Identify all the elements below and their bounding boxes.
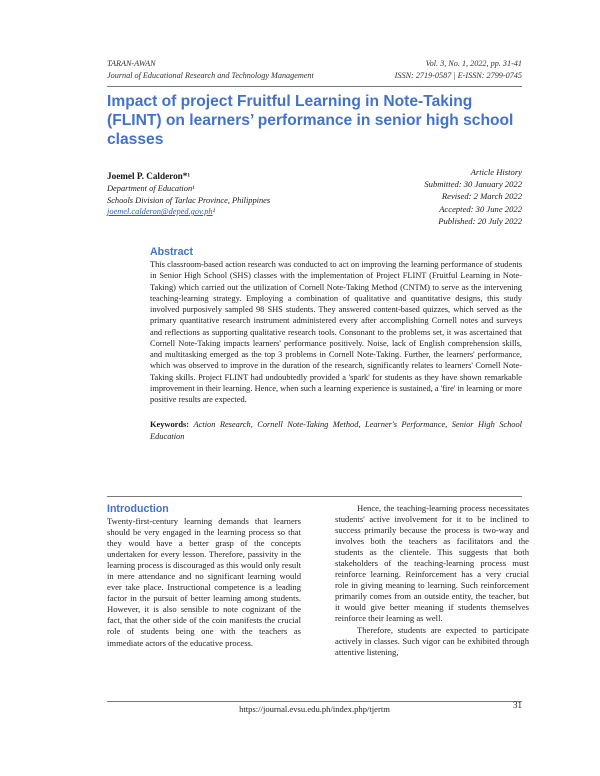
abstract-text: This classroom-based action research was conducted to act on improving the learning performance of students in Senior High School (SHS) classes with the implementation of Project FLINT (Fruitful Learning in Note-Taking) which carried out the utilization of Cornell Note-Taking Method (CNTM) to serve as the intervening teaching-learning strategy. Employing a combination of qualitative and quantitative designs, this study involved purposively sampled 98 SHS students. They answered content-based quizzes, which served as the primary quantitative research instrument administered every after accomplishing Cornell notes and surveys and reflections as supporting qualitative research tools. Consonant to the problems set, it was ascertained that Cornell Note-Taking impacts learners' performance positively. Noise, lack of English comprehension skills, and multitasking emerged as the top 3 problems in Cornell Note-Taking. Further, the learners' performance, which was observed to improve in the duration of the research, significantly relates to learners' Cornell Note-Taking skills. Project FLINT had undoubtedly provided a 'spark' for students as they have shown remarkable improvement in their learning. Hence, when such a learning experience is sustained, a 'fire' in learning or more positive results are expected. xyxy=(150,260,522,404)
issn-info: ISSN: 2719-0587 | E-ISSN: 2799-0745 xyxy=(394,71,522,80)
author-division: Schools Division of Tarlac Province, Philippines xyxy=(107,195,271,205)
history-published: Published: 20 July 2022 xyxy=(438,215,522,226)
history-revised: Revised: 2 March 2022 xyxy=(441,191,522,202)
running-header-right xyxy=(322,58,522,82)
abstract-heading: Abstract xyxy=(150,246,193,258)
author-name: Joemel P. Calderon*¹ xyxy=(107,171,191,181)
intro-paragraph-3: Therefore, students are expected to participate actively in classes. Such vigor can be exhibited through attentive listening, xyxy=(335,624,529,657)
footer-url[interactable]: https://journal.evsu.edu.ph/index.php/tjertm xyxy=(239,704,390,714)
keywords-values: Action Research, Cornell Note-Taking Method, Learner's Performance, Senior High School Education xyxy=(150,420,523,441)
footer-divider xyxy=(107,701,522,702)
author-block xyxy=(107,170,337,218)
author-email-link[interactable]: joemel.calderon@deped.gov.ph xyxy=(107,207,213,217)
abstract-section xyxy=(150,246,522,442)
keywords xyxy=(150,419,522,442)
author-email-suffix: ¹ xyxy=(212,207,216,217)
history-submitted: Submitted: 30 January 2022 xyxy=(424,179,522,190)
keywords-label: Keywords: xyxy=(150,420,190,430)
body-column-left xyxy=(107,503,301,649)
introduction-heading: Introduction xyxy=(107,503,169,515)
history-label: Article History xyxy=(470,167,522,177)
history-accepted: Accepted: 30 June 2022 xyxy=(439,203,522,214)
header-divider xyxy=(107,86,522,87)
intro-paragraph-2: Hence, the teaching-learning process necessitates students' active involvement for it to be inclined to success primarily because the process is two-way and involves both the teachers as facilitators and the students as the clientele. This suggests that both stakeholders of the teaching-learning process must reinforce learning. Reinforcement has a very crucial role in giving meaning to learning. Such reinforcement primarily comes from an outside entity, the teacher, but it would give better meaning if students themselves reinforce their learning as well. xyxy=(335,503,529,624)
page-number: 31 xyxy=(513,700,522,710)
volume-info: Vol. 3, No. 1, 2022, pp. 31-41 xyxy=(425,59,522,68)
journal-short-name: TARAN-AWAN xyxy=(107,59,156,68)
journal-full-name: Journal of Educational Research and Technology Management xyxy=(107,71,314,80)
article-history xyxy=(322,166,522,227)
body-column-right xyxy=(335,503,529,658)
intro-paragraph-1: Twenty-first-century learning demands that learners should be very engaged in the learning process so that they would have a better grasp of the concepts undertaken for every lesson. Therefore, passivity in the learning process is discouraged as this would only result in mere attendance and no significant learning would ever take place. Instructional competence is a leading factor in the pursuit of better learning among students. However, it is also sensible to note cognizant of the fact, that the other side of the coin manifests the crucial role of students being one with the teachers as immediate actors of the educative process. xyxy=(107,516,301,648)
author-department: Department of Education¹ xyxy=(107,184,195,193)
paper-title: Impact of project Fruitful Learning in Note-Taking (FLINT) on learners’ performance in senior high school classes xyxy=(107,93,514,148)
author-email-line xyxy=(107,206,337,218)
section-divider xyxy=(107,496,522,497)
